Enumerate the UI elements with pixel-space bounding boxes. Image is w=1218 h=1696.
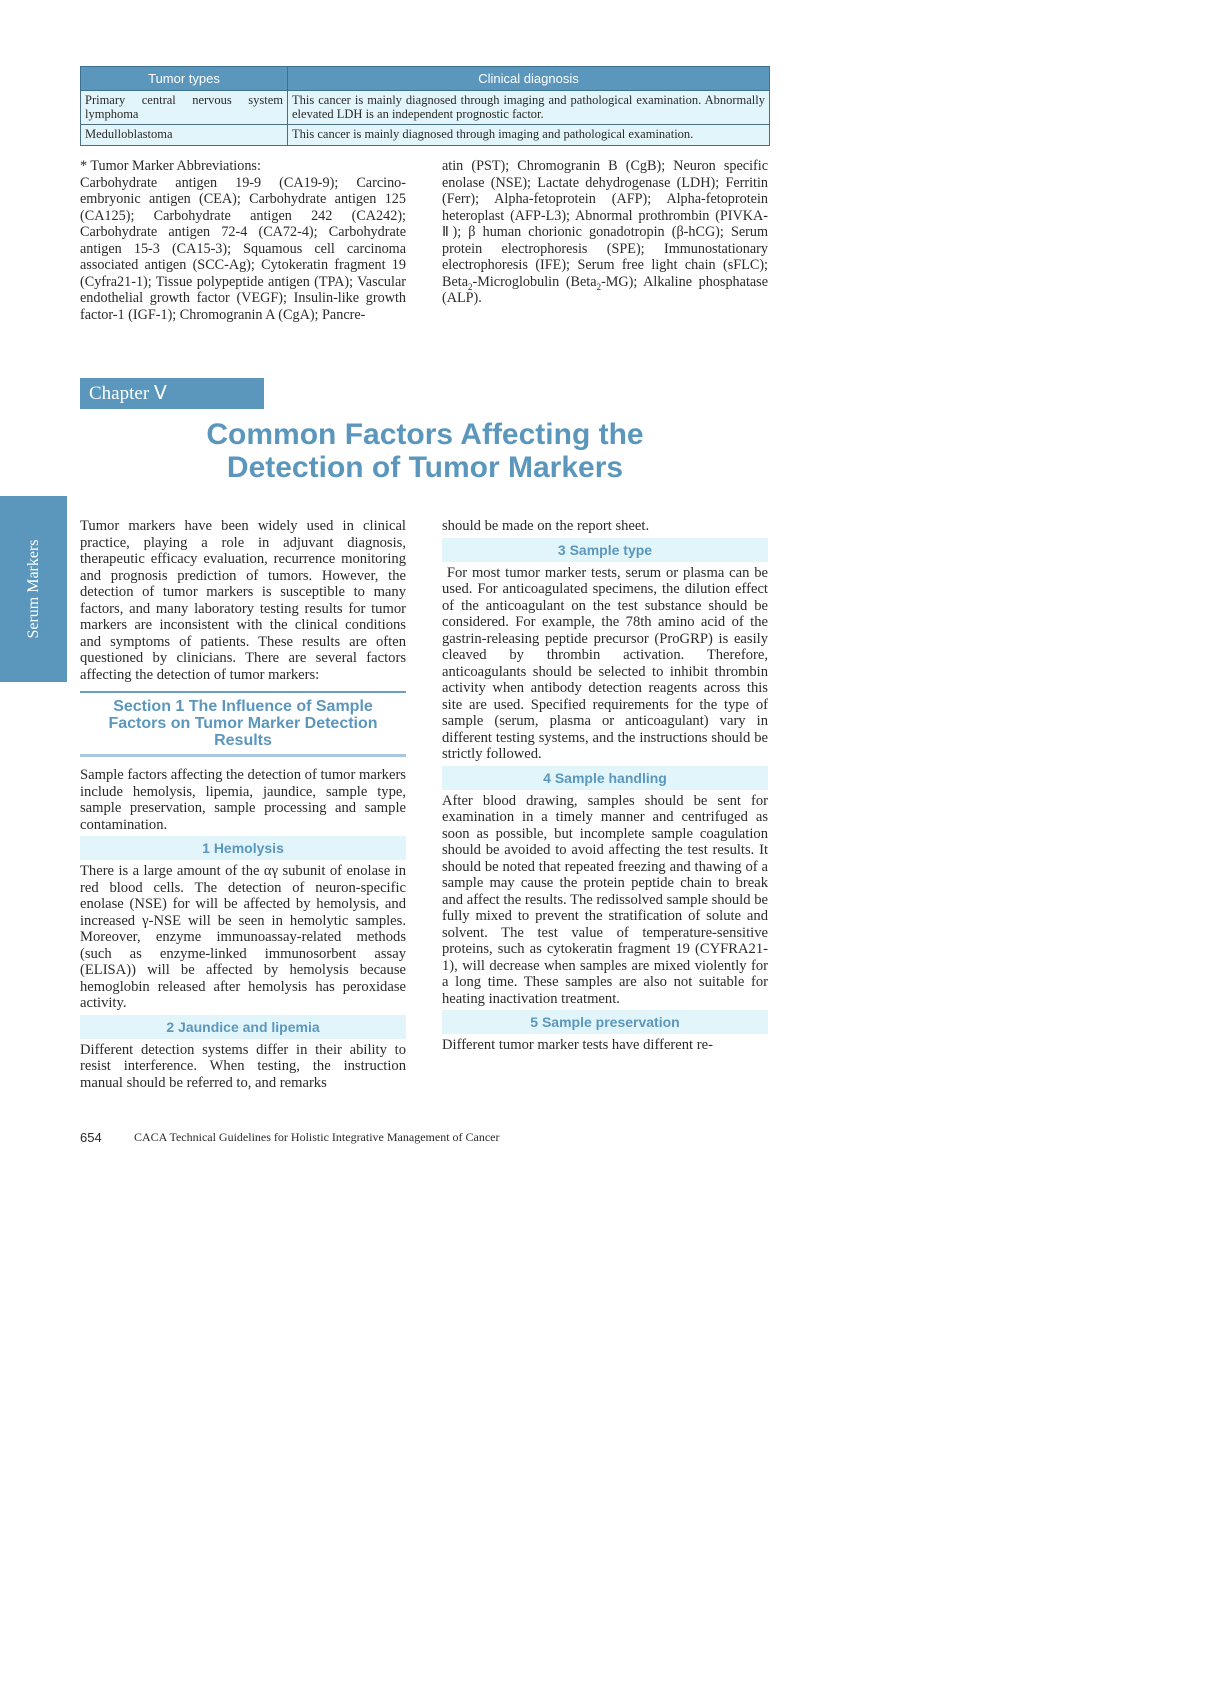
subsection-heading-sample-type: 3 Sample type bbox=[442, 538, 768, 562]
chapter-title: Common Factors Affecting the Detection of Tumor Markers bbox=[206, 418, 644, 484]
subsection-heading-jaundice: 2 Jaundice and lipemia bbox=[80, 1015, 406, 1039]
paragraph-jaundice: Different detection systems differ in their ability to resist interference. When testing, the instruction manual should be referred to, and remarks bbox=[80, 1041, 406, 1091]
running-title: CACA Technical Guidelines for Holistic Integrative Management of Cancer bbox=[134, 1130, 500, 1144]
cell-tumor-type: Medulloblastoma bbox=[81, 125, 288, 146]
column-header-tumor-types: Tumor types bbox=[81, 67, 288, 91]
subsection-heading-sample-preservation: 5 Sample preservation bbox=[442, 1010, 768, 1034]
side-tab bbox=[0, 496, 67, 682]
column-header-clinical-diagnosis: Clinical diagnosis bbox=[288, 67, 770, 91]
paragraph-sample-handling: After blood drawing, samples should be sent for examination in a timely manner and centrifuged as soon as possible, but incomplete sample coagulation should be avoided to avoid affecting the test results. It should be noted that repeated freezing and thawing of a sample may cause the protein peptide chain to break and affect the results. The redissolved sample should be fully mixed to prevent the stratification of solute and solvent. The test value of temperature-sensitive proteins, such as cytokeratin fragment 19 (CYFRA21-1), will decrease when samples are mixed violently for a long time. These samples are also not suitable for heating inactivation treatment. bbox=[442, 792, 768, 1007]
cell-diagnosis: This cancer is mainly diagnosed through imaging and pathological examination. Abnormally elevated LDH is an independent prognostic factor. bbox=[288, 91, 770, 125]
cell-diagnosis: This cancer is mainly diagnosed through imaging and pathological examination. bbox=[288, 125, 770, 146]
right-column bbox=[442, 518, 772, 1054]
paragraph-sample-preservation: Different tumor marker tests have different re- bbox=[442, 1037, 713, 1053]
abbreviations-left bbox=[80, 158, 406, 323]
side-tab-label: Serum Markers bbox=[24, 539, 42, 639]
tumor-diagnosis-table bbox=[80, 66, 770, 146]
paragraph-jaundice-continued: should be made on the report sheet. bbox=[442, 518, 650, 534]
abbreviations-heading: * Tumor Marker Abbreviations: bbox=[80, 158, 261, 174]
abbreviations-text-right: atin (PST); Chromogranin B (CgB); Neuron specific enolase (NSE); Lactate dehydrogenase (LDH); Ferritin (Ferr); Alpha-fetoprotein (AFP); Alpha-fetoprotein heteroplast (AFP-L3); Abnormal prothrombin (PIVKA-Ⅱ); β human chorionic gonadotropin (β-hCG); Serum protein electrophoresis (SPE); Immunostationary electrophoresis (IFE); Serum free light chain (sFLC); Beta$_2$-Microglobulin (Beta$_2$-MG); Alkaline phosphatase (ALP). bbox=[442, 158, 768, 306]
section-heading: Section 1 The Influence of Sample Factors on Tumor Marker Detection Results bbox=[80, 691, 406, 757]
chapter-label: Chapter Ⅴ bbox=[80, 378, 264, 409]
paragraph-sample-type: For most tumor marker tests, serum or plasma can be used. For anticoagulated specimens, the dilution effect of the anticoagulant on the test substance should be considered. For example, the 78th amino acid of the gastrin-releasing peptide precursor (ProGRP) is easily cleaved by thrombin activation. Therefore, anticoagulants should be selected to inhibit thrombin activity when antibody detection reagents across this site are used. Specified requirements for the type of sample (serum, plasma or anticoagulant) vary in different testing systems, and the instructions should be strictly followed. bbox=[442, 564, 772, 762]
cell-tumor-type: Primary central nervous system lymphoma bbox=[81, 91, 288, 125]
intro-paragraph: Tumor markers have been widely used in clinical practice, playing a role in adjuvant diagnosis, therapeutic efficacy evaluation, recurrence monitoring and prognosis prediction of tumors. However, the detection of tumor markers is susceptible to many factors, and many laboratory testing results for tumor markers are inconsistent with the clinical conditions and symptoms of patients. These results are often questioned by clinicians. There are several factors affecting the detection of tumor markers: bbox=[80, 518, 406, 683]
table-header-row bbox=[81, 67, 770, 91]
section-intro: Sample factors affecting the detection of tumor markers include hemolysis, lipemia, jaundice, sample type, sample preservation, sample processing and sample contamination. bbox=[80, 767, 406, 833]
table-row bbox=[81, 91, 770, 125]
left-column bbox=[80, 518, 406, 1091]
abbreviations-right bbox=[442, 158, 768, 307]
paragraph-hemolysis: There is a large amount of the αγ subunit of enolase in red blood cells. The detection of neuron-specific enolase (NSE) for will be affected by hemolysis, and increased γ-NSE will be seen in hemolytic samples. Moreover, enzyme immunoassay-related methods (such as enzyme-linked immunosorbent assay (ELISA)) will be affected by hemolysis because hemoglobin released after hemolysis has peroxidase activity. bbox=[80, 863, 406, 1011]
table-row bbox=[81, 125, 770, 146]
subsection-heading-sample-handling: 4 Sample handling bbox=[442, 766, 768, 790]
abbreviations-text-left: Carbohydrate antigen 19-9 (CA19-9); Carcino-embryonic antigen (CEA); Carbohydrate antigen 125 (CA125); Carbohydrate antigen 242 (CA242); Carbohydrate antigen 72-4 (CA72-4); Carbohydrate antigen 15-3 (CA15-3); Squamous cell carcinoma associated antigen (SCC-Ag); Cytokeratin fragment 19 (Cyfra21-1); Tissue polypeptide antigen (TPA); Vascular endothelial growth factor (VEGF); Insulin-like growth factor-1 (IGF-1); Chromogranin A (CgA); Pancre- bbox=[80, 174, 406, 323]
subsection-heading-hemolysis: 1 Hemolysis bbox=[80, 836, 406, 860]
page-number: 654 bbox=[80, 1130, 102, 1145]
